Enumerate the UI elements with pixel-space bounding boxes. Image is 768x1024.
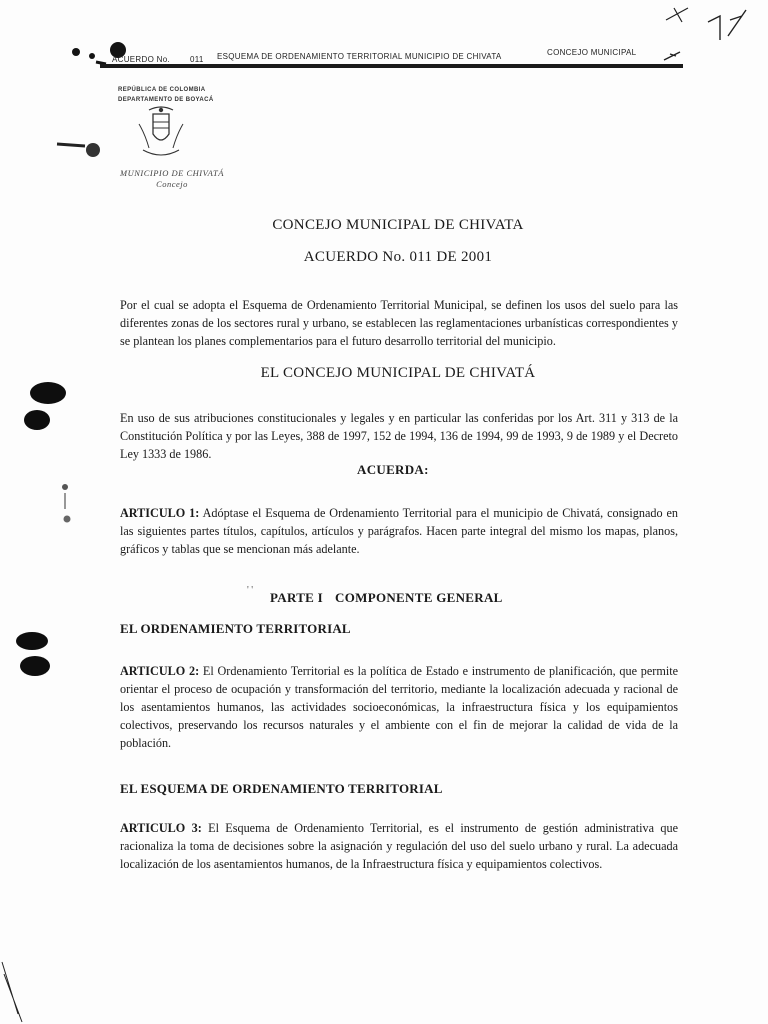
part-name: COMPONENTE GENERAL [335,590,503,605]
punch-hole-mark [24,410,50,430]
punch-hole-mark [20,656,50,676]
agreement-title: ACUERDO No. 011 DE 2001 [303,249,493,265]
part-heading [270,590,503,606]
punch-hole-mark [30,382,66,404]
part-number: PARTE I [270,590,324,605]
margin-stamp-icon [55,136,107,160]
article-2-text: El Ordenamiento Territorial es la política de Estado e instrumento de planificación, que permite orientar el proceso de ocupación y transformación del territorio, mediante la localización adecuada y racional de los asentamientos humanos, las actividades socioeconómicas, la infraestructura física y los equipamientos colectivos, preservando los recursos naturales y el ambiente con el fin de mejorar la calidad de vida de la población. [120,664,678,751]
header-number: 011 [190,55,204,64]
article-1-label: ARTICULO 1: [120,506,200,521]
section-ordenamiento: EL ORDENAMIENTO TERRITORIAL [120,621,351,636]
council-title: CONCEJO MUNICIPAL DE CHIVATA [272,217,524,233]
attributions-paragraph: En uso de sus atribuciones constitucionales y legales y en particular las conferidas por los Art. 311 y 313 de la Constitución Política y por las Leyes, 388 de 1997, 152 de 1994, 136 de 1994, 99 de 1993, 9 de 1989 y el Decreto Ley 1333 de 1986. [120,411,678,462]
article-3 [120,819,678,873]
scan-edge-mark [0,960,30,1024]
republic-line: REPÚBLICA DE COLOMBIA [118,87,206,93]
municipality-name: MUNICIPIO DE CHIVATÁ [120,168,224,178]
punch-hole-mark [16,632,48,650]
article-1 [120,504,678,558]
tick-marks: ' ' [247,585,254,596]
article-3-text: El Esquema de Ordenamiento Territorial, es el instrumento de gestión administrativa que racionaliza la toma de decisiones sobre la asignación y regulación del uso del suelo urbano y rural. La adecuada localización de los asentamientos humanos, de la Infraestructura física y equipamientos colectivos. [120,821,678,872]
article-2-label: ARTICULO 2: [120,664,200,679]
article-1-text: Adóptase el Esquema de Ordenamiento Territorial para el municipio de Chivatá, consignado en las siguientes partes títulos, capítulos, artículos y parágrafos. Hacen parte integral del mismo los mapas, planos, gráficos y tablas que se mencionan más adelante. [120,506,678,557]
header-signature-mark [662,48,684,62]
department-line: DEPARTAMENTO DE BOYACÁ [118,97,214,103]
handwritten-page-mark [658,2,758,52]
header-rule [100,64,683,68]
article-2 [120,662,678,752]
acuerda-heading: ACUERDA: [357,462,429,477]
municipality-label [112,168,232,190]
republic-heading [118,85,214,105]
intro-paragraph: Por el cual se adopta el Esquema de Ordenamiento Territorial Municipal, se definen los usos del suelo para las diferentes zonas de los sectores rural y urbano, se establecen las reglamentaciones urbanísticas correspondientes y se plantean los planes complementarios para el futuro desarrollo territorial del municipio. [120,298,678,349]
section-esquema: EL ESQUEMA DE ORDENAMIENTO TERRITORIAL [120,781,443,796]
article-3-label: ARTICULO 3: [120,821,202,836]
header-acuerdo: ACUERDO No. [112,55,170,64]
header-concejo: CONCEJO MUNICIPAL [547,48,637,57]
municipality-council: Concejo [156,179,188,189]
council-subtitle: EL CONCEJO MUNICIPAL DE CHIVATÁ [260,365,536,381]
header-esquema: ESQUEMA DE ORDENAMIENTO TERRITORIAL MUNICIPIO DE CHIVATA [217,52,502,61]
coat-of-arms-icon [135,104,187,162]
margin-marks-icon [55,475,79,535]
